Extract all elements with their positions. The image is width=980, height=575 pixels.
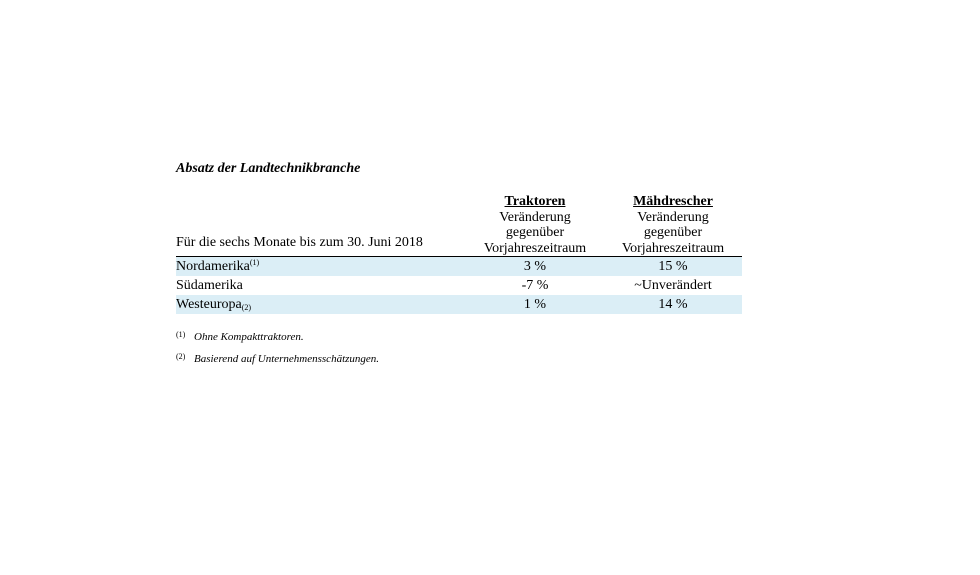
footnote-text: Ohne Kompakttraktoren.: [194, 331, 304, 343]
column-subtitle-line: Veränderung: [637, 209, 709, 225]
column-subtitle-line: gegenüber: [505, 225, 565, 240]
column-title-traktoren: Traktoren: [504, 194, 566, 209]
table-row: [176, 257, 742, 277]
footnote: [176, 352, 742, 374]
maehdrescher-value: 15 %: [604, 257, 742, 277]
traktoren-value: 3 %: [466, 257, 604, 277]
maehdrescher-value: ~Unverändert: [634, 278, 712, 293]
table-row: [176, 295, 742, 314]
traktoren-value: 1 %: [466, 295, 604, 314]
region-cell: [176, 276, 466, 295]
footnote-mark: (1): [176, 330, 186, 339]
table-title: Absatz der Landtechnikbranche: [176, 161, 361, 176]
footnote-marker: (2): [241, 303, 252, 312]
footnote-text: Basierend auf Unternehmensschätzungen.: [194, 353, 380, 365]
region-name: Westeuropa: [176, 297, 242, 312]
column-title-maehdrescher: Mähdrescher: [633, 194, 713, 209]
region-cell: [176, 295, 466, 314]
row-header-label: Für die sechs Monate bis zum 30. Juni 2018: [176, 234, 423, 250]
table-header-row: [176, 194, 742, 257]
document: [176, 160, 742, 374]
maehdrescher-value: 14 %: [604, 295, 742, 314]
footnote: [176, 330, 742, 352]
footnote-mark: (2): [176, 352, 186, 361]
region-cell: [176, 257, 466, 277]
traktoren-value: -7 %: [521, 278, 549, 293]
column-header-maehdrescher: [604, 194, 742, 257]
region-name: Südamerika: [176, 278, 243, 293]
table-row: [176, 276, 742, 295]
sales-table: [176, 194, 742, 314]
column-subtitle-line: Vorjahreszeitraum: [621, 240, 725, 256]
column-subtitle-line: gegenüber: [643, 225, 703, 240]
footnotes: [176, 330, 742, 374]
column-header-traktoren: [466, 194, 604, 257]
column-subtitle-line: Vorjahreszeitraum: [483, 240, 587, 256]
region-name: Nordamerika: [176, 259, 250, 274]
column-subtitle-line: Veränderung: [499, 209, 571, 225]
footnote-marker: (1): [249, 258, 260, 267]
